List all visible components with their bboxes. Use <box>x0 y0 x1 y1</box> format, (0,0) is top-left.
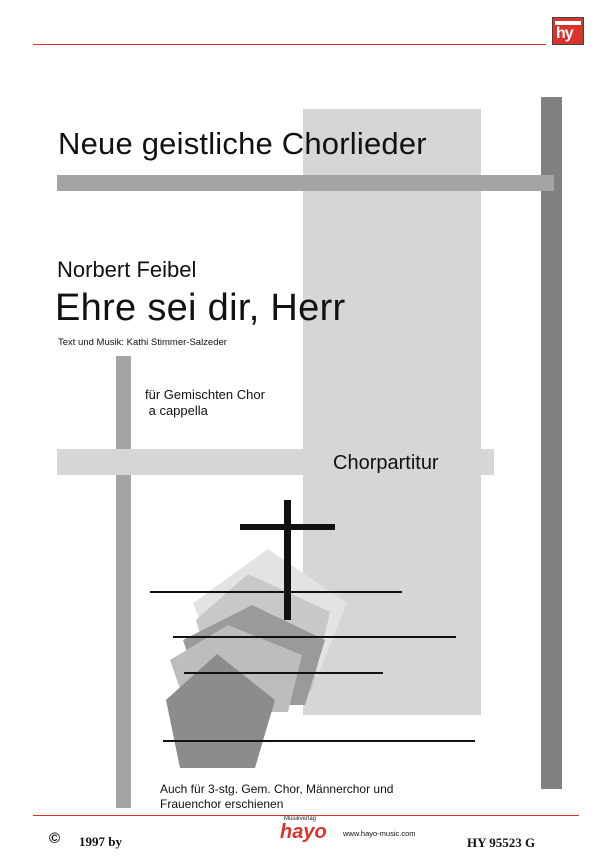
copyright-icon: © <box>49 830 61 847</box>
voicing-line-1: für Gemischten Chor <box>145 387 265 402</box>
staff-line-4 <box>163 740 475 742</box>
corner-logo-label: hy <box>556 25 573 42</box>
staff-line-1 <box>150 591 402 593</box>
edition-type-label: Chorpartitur <box>333 452 439 474</box>
publisher-logo-name: hayo <box>280 821 327 843</box>
pentagon-stack-graphic <box>166 549 347 768</box>
publisher-logo <box>276 816 338 846</box>
composer-name: Norbert Feibel <box>57 257 197 282</box>
also-available-note: Auch für 3-stg. Gem. Chor, Männerchor und Frauenchor erschienen <box>160 782 394 811</box>
publisher-logo-top: Musikverlag <box>284 816 317 822</box>
publisher-website: www.hayo-music.com <box>343 829 416 838</box>
cross-icon-horizontal <box>240 524 335 530</box>
staff-line-3 <box>184 672 383 674</box>
catalog-number: HY 95523 G <box>467 835 536 850</box>
piece-title: Ehre sei dir, Herr <box>55 287 346 329</box>
copyright-year: 1997 by <box>79 834 122 849</box>
voicing-line-2: a cappella <box>145 403 208 418</box>
staff-line-2 <box>173 636 456 638</box>
text-music-credit: Text und Musik: Kathi Stimmer-Salzeder <box>58 337 227 348</box>
cross-icon-vertical <box>284 500 291 620</box>
series-title: Neue geistliche Chorlieder <box>58 126 427 161</box>
